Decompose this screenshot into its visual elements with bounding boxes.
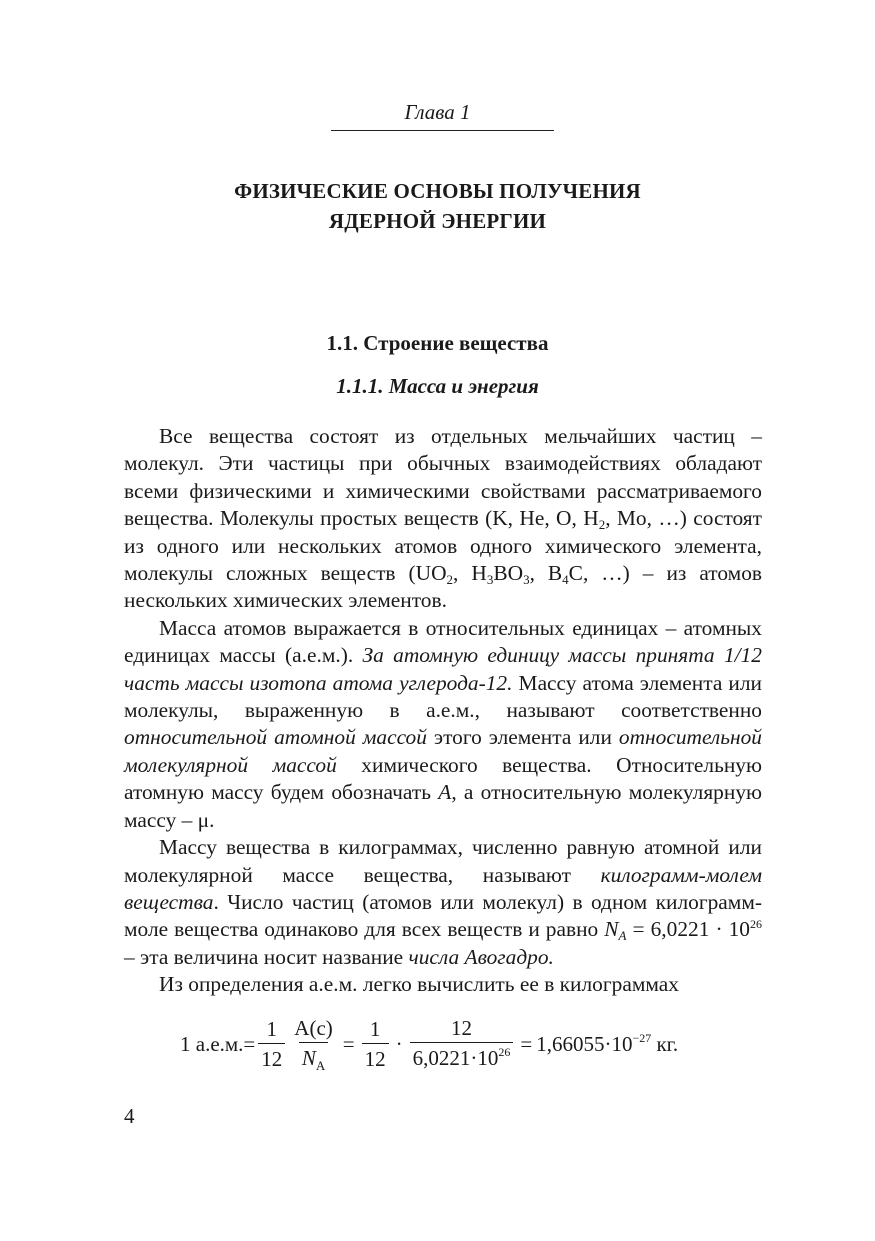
page-number: 4: [124, 1104, 135, 1128]
formula-lhs: 1 а.е.м.=: [180, 1031, 256, 1056]
chapter-heading: Глава 1: [404, 100, 471, 124]
paragraph-3: Массу вещества в килограммах, численно равную атомной или молекулярной массе вещества, называют килограмм-молем вещества. Число частиц (атомов или молекул) в одном килограмм-моле вещества одинаково для всех веществ и равно $N_A = 6,0221 \cdot 10^{26}$ – эта величина носит название числа Авогадро.: [124, 835, 762, 969]
body-text: [124, 423, 762, 999]
paragraph-2: Масса атомов выражается в относительных единицах – атомных единицах массы (а.е.м.). За атомную единицу массы принята 1/12 часть массы изотопа атома углерода-12. Массу атома элемента или молекулы, выраженную в а.е.м., называют соответственно относительной атомной массой этого элемента или относительной молекулярной массой химического вещества. Относительную атомную массу будем обозначать A, а относительную молекулярную массу – μ.: [124, 615, 763, 832]
paragraph-1: Все вещества состоят из отдельных мельчайших частиц – молекул. Эти частицы при обычных взаимодействиях обладают всеми физическими и химическими свойствами рассматриваемого вещества. Молекулы простых веществ (K, He, O, $H_2$, Mo, …) состоят из одного или нескольких атомов одного химического элемента, молекулы сложных веществ ($UO_2$, $H_3BO_3$, $B_4C$, …) – из атомов нескольких химических элементов.: [124, 424, 762, 613]
chapter-title: [0, 176, 875, 236]
fraction-mass-over-avogadro: $\frac{A(c)}{N_A}$: [294, 1015, 333, 1073]
paragraph-4: Из определения а.е.м. легко вычислить ее в килограммах: [159, 972, 679, 997]
equals-sign-2: =: [520, 1031, 533, 1056]
amu-formula: [180, 1012, 678, 1076]
fraction-one-twelfth: $\frac{1}{12}$: [258, 1018, 285, 1070]
equals-sign: =: [342, 1031, 355, 1056]
section-heading: 1.1. Строение вещества: [326, 331, 549, 355]
formula-result: $1,66055\cdot 10^{-27}$ кг.: [536, 1030, 679, 1056]
multiply-dot: ·: [395, 1031, 403, 1056]
subsection-heading: 1.1.1. Масса и энергия: [336, 374, 539, 398]
fraction-twelve-over-avogadro: $\frac{12}{6,0221\cdot 10^{26}}$: [410, 1017, 514, 1072]
chapter-title-line-2: ЯДЕРНОЙ ЭНЕРГИИ: [328, 209, 547, 233]
chapter-underline: [331, 130, 554, 131]
fraction-one-twelfth-2: $\frac{1}{12}$: [362, 1018, 389, 1070]
chapter-title-line-1: ФИЗИЧЕСКИЕ ОСНОВЫ ПОЛУЧЕНИЯ: [234, 179, 641, 203]
